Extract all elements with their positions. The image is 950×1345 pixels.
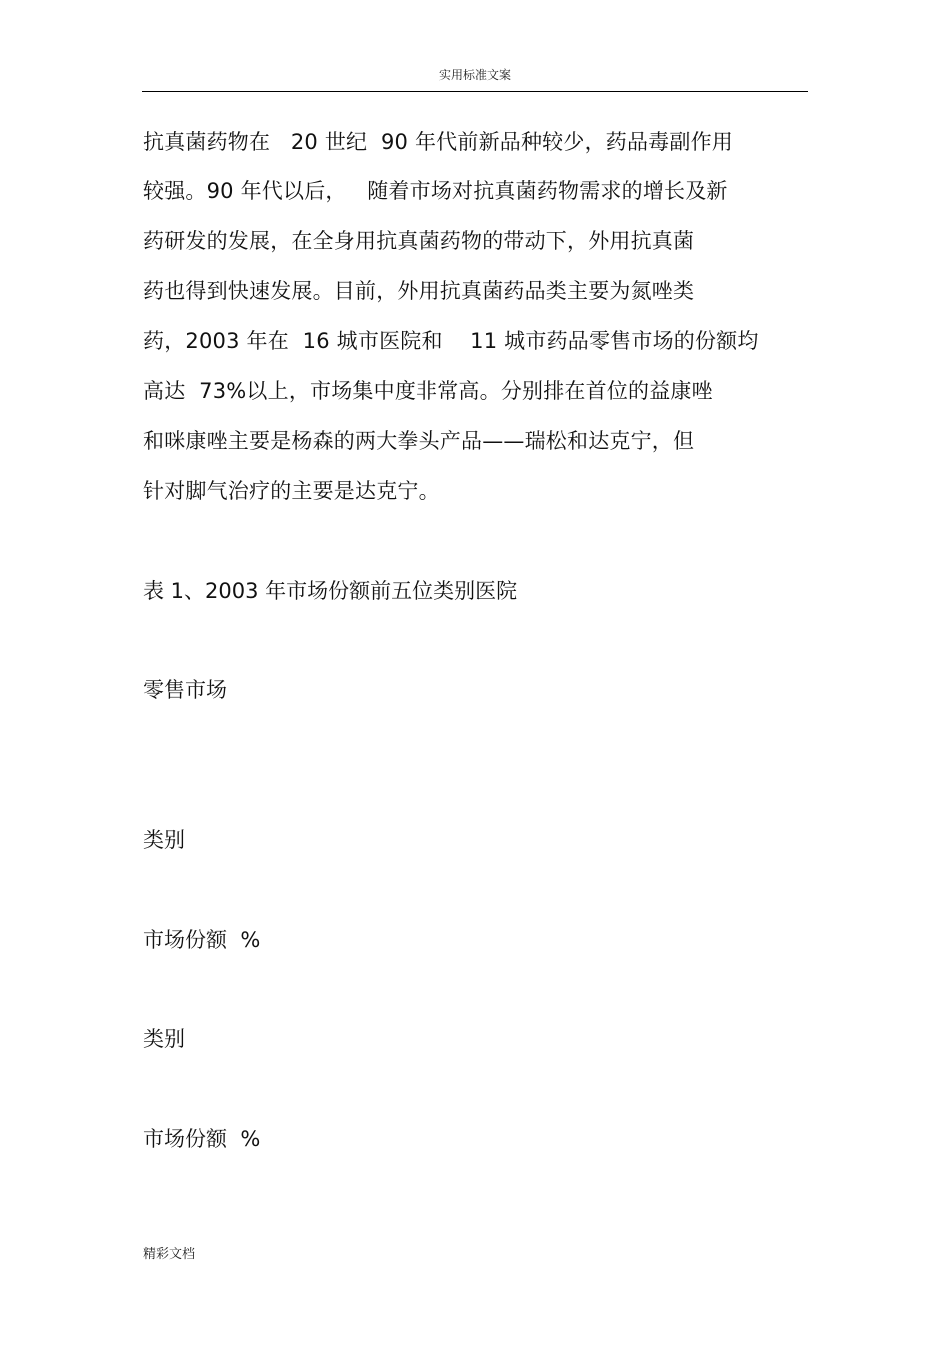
- page-header-title: 实用标准文案: [438, 68, 511, 82]
- table-caption: 表 1、2003 年市场份额前五位类别医院: [143, 579, 518, 603]
- table-header-category: 类别: [143, 828, 185, 852]
- header-divider: [142, 91, 808, 92]
- paragraph-line: 高达 73%以上，市场集中度非常高。分别排在首位的益康唑: [143, 379, 713, 403]
- table-header-retail-market: 零售市场: [143, 678, 227, 702]
- paragraph-line: 药也得到快速发展。目前，外用抗真菌药品类主要为氮唑类: [143, 279, 695, 303]
- table-header-market-share: 市场份额 %: [143, 928, 261, 952]
- paragraph-line: 药，2003 年在 16 城市医院和 11 城市药品零售市场的份额均: [143, 329, 759, 353]
- paragraph-line: 抗真菌药物在 20 世纪 90 年代前新品种较少，药品毒副作用: [143, 130, 733, 154]
- paragraph-line: 和咪康唑主要是杨森的两大拳头产品——瑞松和达克宁，但: [143, 429, 695, 453]
- paragraph-line: 针对脚气治疗的主要是达克宁。: [143, 479, 440, 503]
- table-header-category: 类别: [143, 1027, 185, 1051]
- paragraph-line: 药研发的发展，在全身用抗真菌药物的带动下，外用抗真菌: [143, 229, 695, 253]
- table-header-market-share: 市场份额 %: [143, 1127, 261, 1151]
- page-footer-text: 精彩文档: [143, 1247, 196, 1262]
- paragraph-line: 较强。90 年代以后， 随着市场对抗真菌药物需求的增长及新: [143, 179, 728, 203]
